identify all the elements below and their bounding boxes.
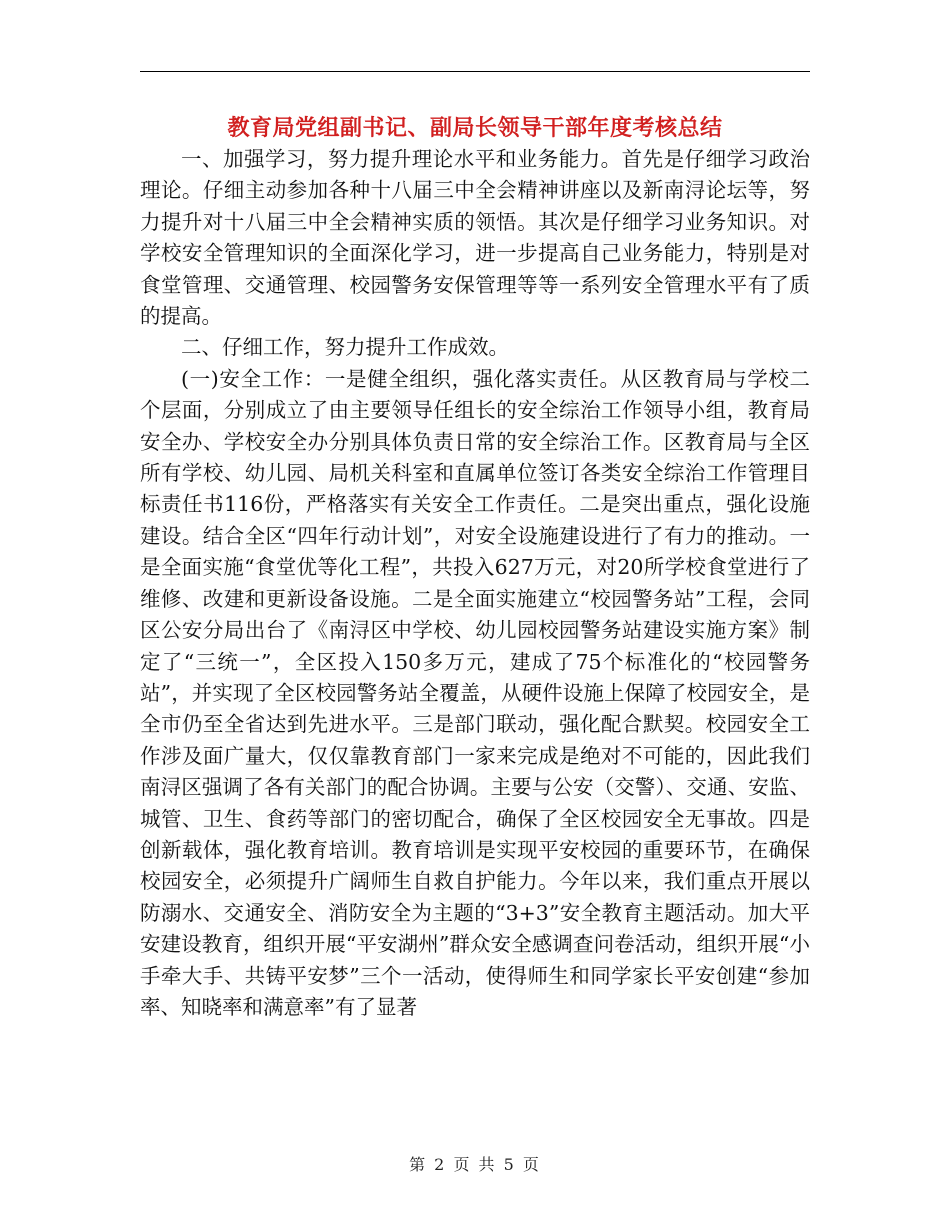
paragraph-study: 一、加强学习，努力提升理论水平和业务能力。首先是仔细学习政治理论。仔细主动参加各种十八届三中全会精神讲座以及新南浔论坛等，努力提升对十八届三中全会精神实质的领悟。其次是仔细学习业务知识。对学校安全管理知识的全面深化学习，进一步提高自己业务能力，特别是对食堂管理、交通管理、校园警务安保管理等等一系列安全管理水平有了质的提高。 [140, 147, 810, 329]
document-title: 教育局党组副书记、副局长领导干部年度考核总结 [227, 115, 723, 141]
document-body [140, 144, 810, 1023]
paragraph-safety-work: (一)安全工作：一是健全组织，强化落实责任。从区教育局与学校二个层面，分别成立了由主要领导任组长的安全综治工作领导小组，教育局安全办、学校安全办分别具体负责日常的安全综治工作。区教育局与全区所有学校、幼儿园、局机关科室和直属单位签订各类安全综治工作管理目标责任书116份，严格落实有关安全工作责任。二是突出重点，强化设施建设。结合全区“四年行动计划”，对安全设施建设进行了有力的推动。一是全面实施“食堂优等化工程”，共投入627万元，对20所学校食堂进行了维修、改建和更新设备设施。二是全面实施建立“校园警务站”工程，会同区公安分局出台了《南浔区中学校、幼儿园校园警务站建设实施方案》制定了“三统一”，全区投入150多万元，建成了75个标准化的“校园警务站”，并实现了全区校园警务站全覆盖，从硬件设施上保障了校园安全，是全市仍至全省达到先进水平。三是部门联动，强化配合默契。校园安全工作涉及面广量大，仅仅靠教育部门一家来完成是绝对不可能的，因此我们南浔区强调了各有关部门的配合协调。主要与公安（交警）、交通、安监、城管、卫生、食药等部门的密切配合，确保了全区校园安全无事故。四是创新载体，强化教育培训。教育培训是实现平安校园的重要环节，在确保校园安全，必须提升广阔师生自救自护能力。今年以来，我们重点开展以防溺水、交通安全、消防安全为主题的“3+3”安全教育主题活动。加大平安建设教育，组织开展“平安湖州”群众安全感调查问卷活动，组织开展“小手牵大手、共铸平安梦”三个一活动，使得师生和同学家长平安创建“参加率、知晓率和满意率”有了显著 [140, 366, 810, 1019]
paragraph-work-heading: 二、仔细工作，努力提升工作成效。 [181, 335, 509, 360]
page-number: 第 2 页 共 5 页 [409, 1155, 541, 1174]
header-rule [140, 71, 810, 72]
